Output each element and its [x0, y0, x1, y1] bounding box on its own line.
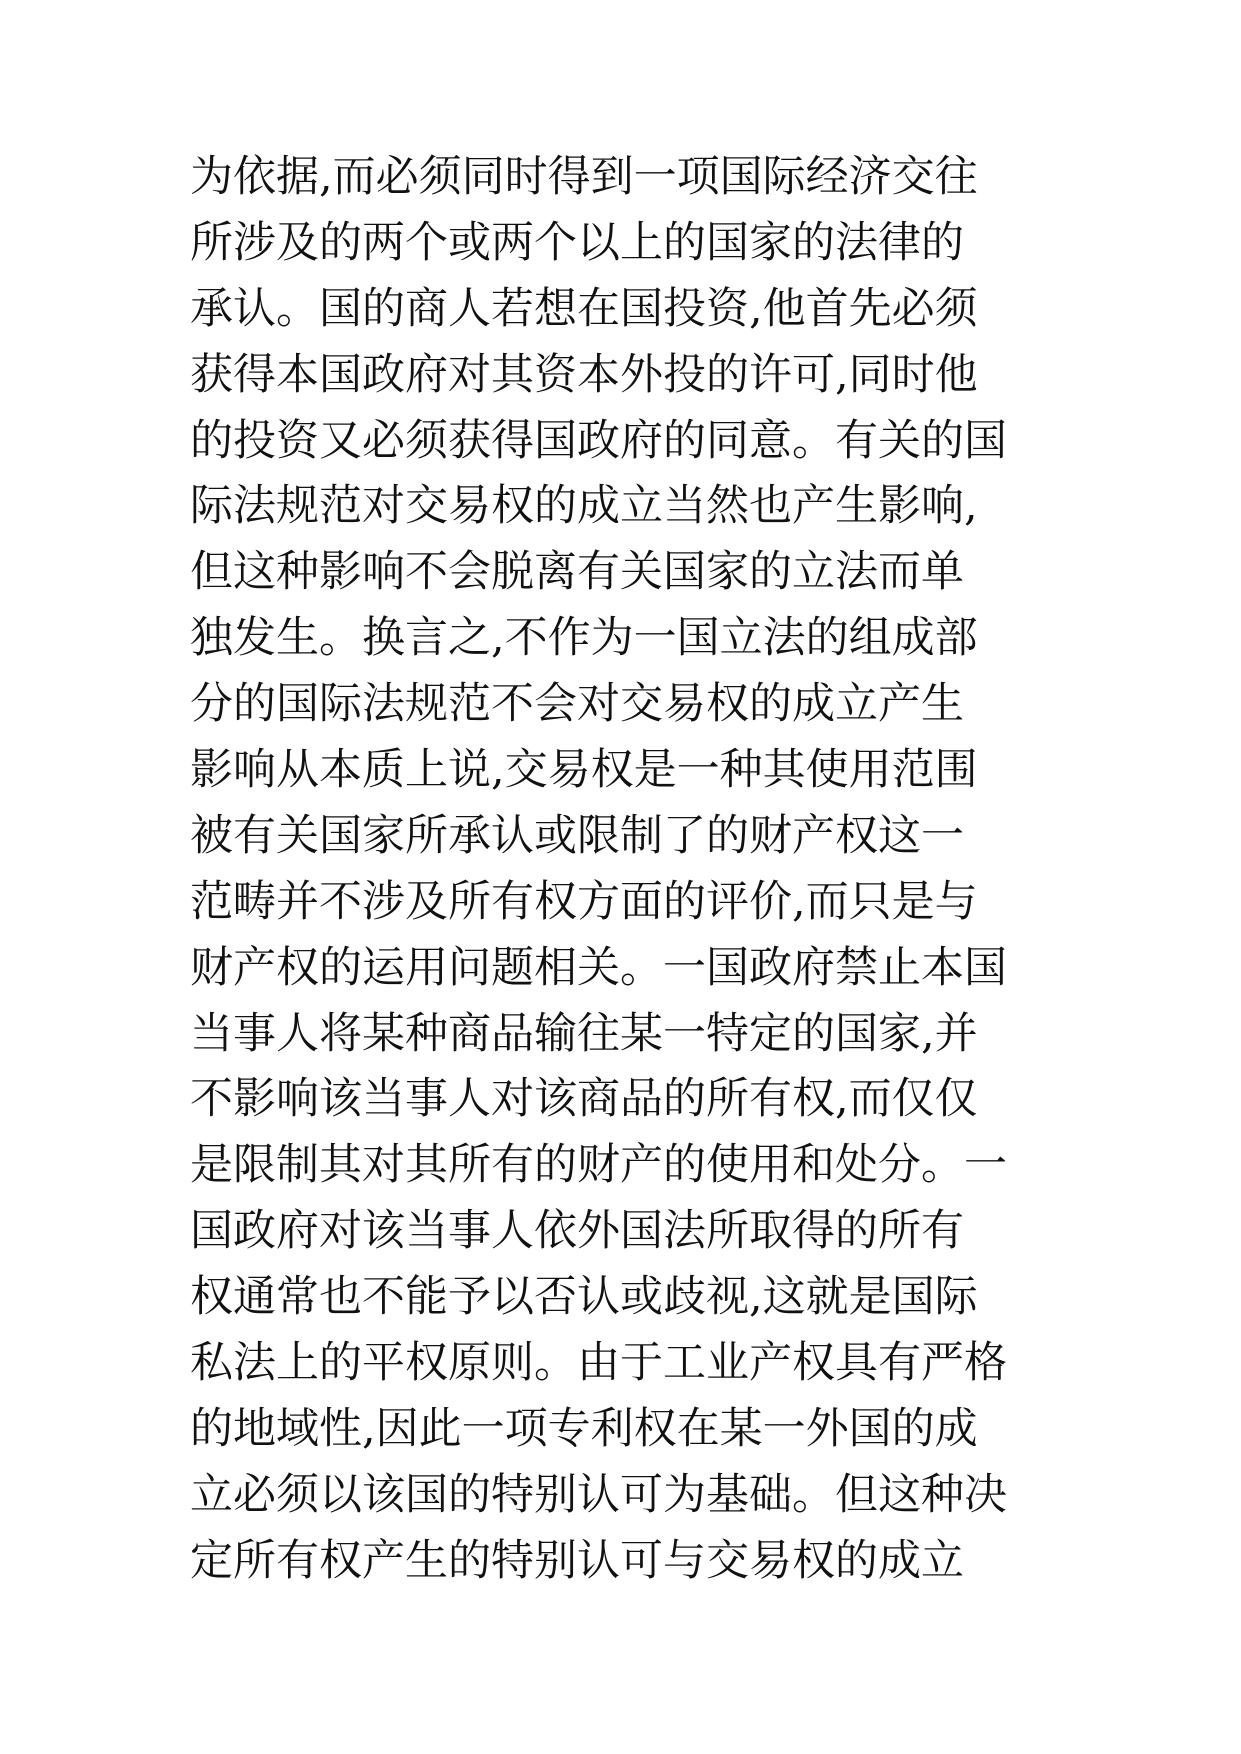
text-line: 当事人将某种商品输往某一特定的国家,并 [190, 1008, 978, 1059]
text-line: 影响从本质上说,交易权是一种其使用范围 [190, 745, 978, 796]
text-line: 定所有权产生的特别认可与交易权的成立 [190, 1535, 964, 1586]
text-line: 不影响该当事人对该商品的所有权,而仅仅 [190, 1074, 978, 1125]
text-line: 的投资又必须获得国政府的同意。有关的国 [190, 415, 1007, 466]
text-line: 范畴并不涉及所有权方面的评价,而只是与 [190, 876, 978, 927]
text-line: 立必须以该国的特别认可为基础。但这种决 [190, 1469, 1007, 1520]
text-line: 获得本国政府对其资本外投的许可,同时他 [190, 349, 978, 400]
text-line: 权通常也不能予以否认或歧视,这就是国际 [190, 1272, 978, 1323]
text-line: 国政府对该当事人依外国法所取得的所有 [190, 1206, 964, 1257]
text-line: 财产权的运用问题相关。一国政府禁止本国 [190, 942, 1007, 993]
text-line: 为依据,而必须同时得到一项国际经济交往 [190, 152, 978, 202]
body-text [190, 145, 1070, 1595]
text-line: 际法规范对交易权的成立当然也产生影响, [190, 481, 978, 532]
text-line: 被有关国家所承认或限制了的财产权这一 [190, 810, 964, 861]
text-line: 分的国际法规范不会对交易权的成立产生 [190, 679, 964, 730]
text-line: 独发生。换言之,不作为一国立法的组成部 [190, 613, 978, 664]
text-line: 的地域性,因此一项专利权在某一外国的成 [190, 1403, 978, 1454]
text-line: 所涉及的两个或两个以上的国家的法律的 [190, 217, 964, 268]
text-line: 承认。国的商人若想在国投资,他首先必须 [190, 283, 978, 334]
text-line: 私法上的平权原则。由于工业产权具有严格 [190, 1338, 1007, 1389]
text-line: 是限制其对其所有的财产的使用和处分。一 [190, 1140, 1007, 1191]
text-line: 但这种影响不会脱离有关国家的立法而单 [190, 547, 964, 598]
